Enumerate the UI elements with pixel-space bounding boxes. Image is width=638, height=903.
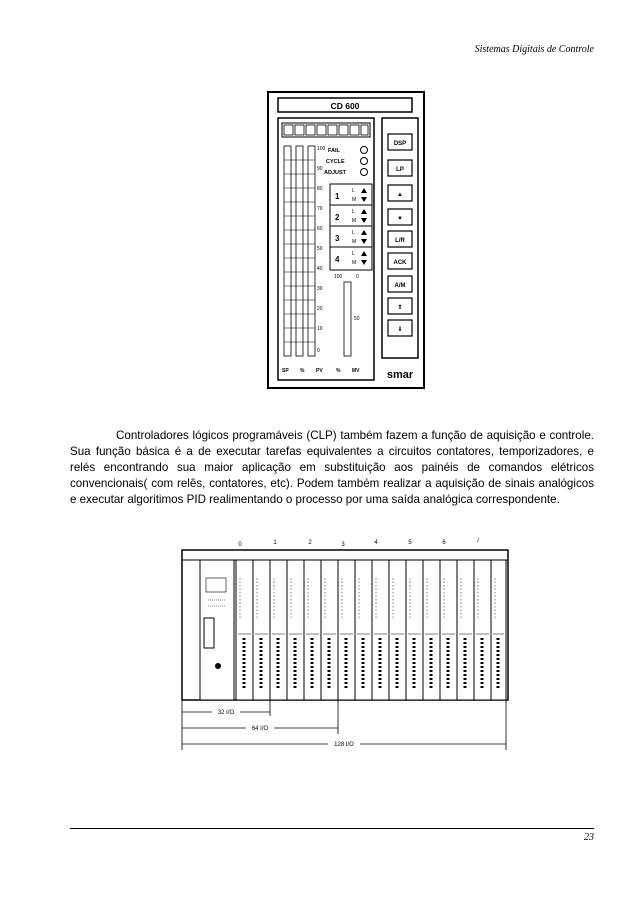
scale-label: 100 (317, 146, 326, 152)
dimension-32io: 32 I/O (217, 710, 235, 716)
loop-mode-m: M (352, 239, 357, 245)
dimension-128io: 128 I/O (334, 742, 354, 748)
scale-label: 70 (317, 206, 323, 212)
loop-2: 2 (335, 213, 340, 222)
loop-mode-m: M (352, 260, 357, 266)
scale-label: 10 (317, 326, 323, 332)
plc-rack-figure (180, 538, 510, 753)
ack-button: ACK (393, 260, 407, 266)
slot-label: 2 (308, 540, 312, 546)
bottom-label-pct: % (300, 368, 305, 374)
slot-label: 6 (442, 540, 446, 546)
loop-mode-l: L (352, 188, 355, 194)
down-button: ▼ (397, 216, 403, 222)
digit-display (282, 123, 370, 137)
footer-rule (70, 828, 594, 829)
dsp-button: DSP (393, 141, 407, 147)
brand-logo: smar (386, 369, 414, 381)
bottom-label-mv: MV (352, 368, 360, 374)
up-button: ▲ (397, 192, 403, 198)
scale-label: 40 (317, 266, 323, 272)
page-number: 23 (584, 832, 594, 843)
scale-label: 20 (317, 306, 323, 312)
slot-label: 3 (341, 542, 345, 548)
lp-button: LP (396, 167, 404, 173)
slot-label: 1 (273, 540, 277, 546)
loop-mode-m: M (352, 218, 357, 224)
mv-scale-mid: 50 (354, 316, 360, 322)
status-cycle: CYCLE (326, 159, 345, 165)
loop-3: 3 (335, 234, 340, 243)
scale-label: 90 (317, 166, 323, 172)
body-paragraph: Controladores lógicos programáveis (CLP) também fazem a função de aquisição e controle. Sua função básica é a de executar tarefas equivalentes a circuitos contatores, temporizadores, e relés encontrando sua maior aplicação em substituição aos painéis de comandos elétricos convencionais( com relês, contatores, etc). Podem também realizar a aquisição de sinais analógicos e executar algoritimos PID realimentando o processo por uma saída analógica correspondente. (70, 429, 594, 506)
scale-label: 80 (317, 186, 323, 192)
scale-label: 60 (317, 226, 323, 232)
slot-label: 5 (408, 540, 412, 546)
status-adjust: ADJUST (324, 170, 347, 176)
dimension-64io: 64 I/O (251, 726, 269, 732)
bottom-label-sp: SP (282, 368, 289, 374)
fast-up-button: ⇑ (397, 305, 403, 311)
loop-4: 4 (335, 255, 340, 264)
cpu-module (200, 560, 234, 700)
loop-mode-l: L (352, 209, 355, 215)
slot-label: 4 (374, 540, 378, 546)
mv-scale-zero-top: 0 (356, 274, 359, 280)
cd600-controller-figure (260, 90, 430, 390)
bottom-label-pct: % (336, 368, 341, 374)
scale-label: 30 (317, 286, 323, 292)
fast-down-button: ⇓ (397, 327, 403, 333)
cd600-model-label: CD 600 (330, 101, 360, 111)
page-header: Sistemas Digitais de Controle (474, 44, 594, 55)
mv-scale-top: 100 (334, 274, 343, 280)
slot-label: 7 (476, 538, 480, 544)
loop-mode-l: L (352, 230, 355, 236)
scale-label: 50 (317, 246, 323, 252)
bottom-label-pv: PV (316, 368, 323, 374)
slot-label: 0 (238, 542, 242, 548)
local-remote-button: L/R (395, 238, 405, 244)
status-fail: FAIL (328, 148, 340, 154)
loop-1: 1 (335, 192, 340, 201)
auto-manual-button: A/M (394, 283, 406, 289)
loop-mode-m: M (352, 197, 357, 203)
loop-mode-l: L (352, 251, 355, 257)
scale-label: 0 (317, 348, 320, 354)
loop-selectors (330, 184, 372, 270)
bargraph-sp-pv (284, 146, 315, 356)
